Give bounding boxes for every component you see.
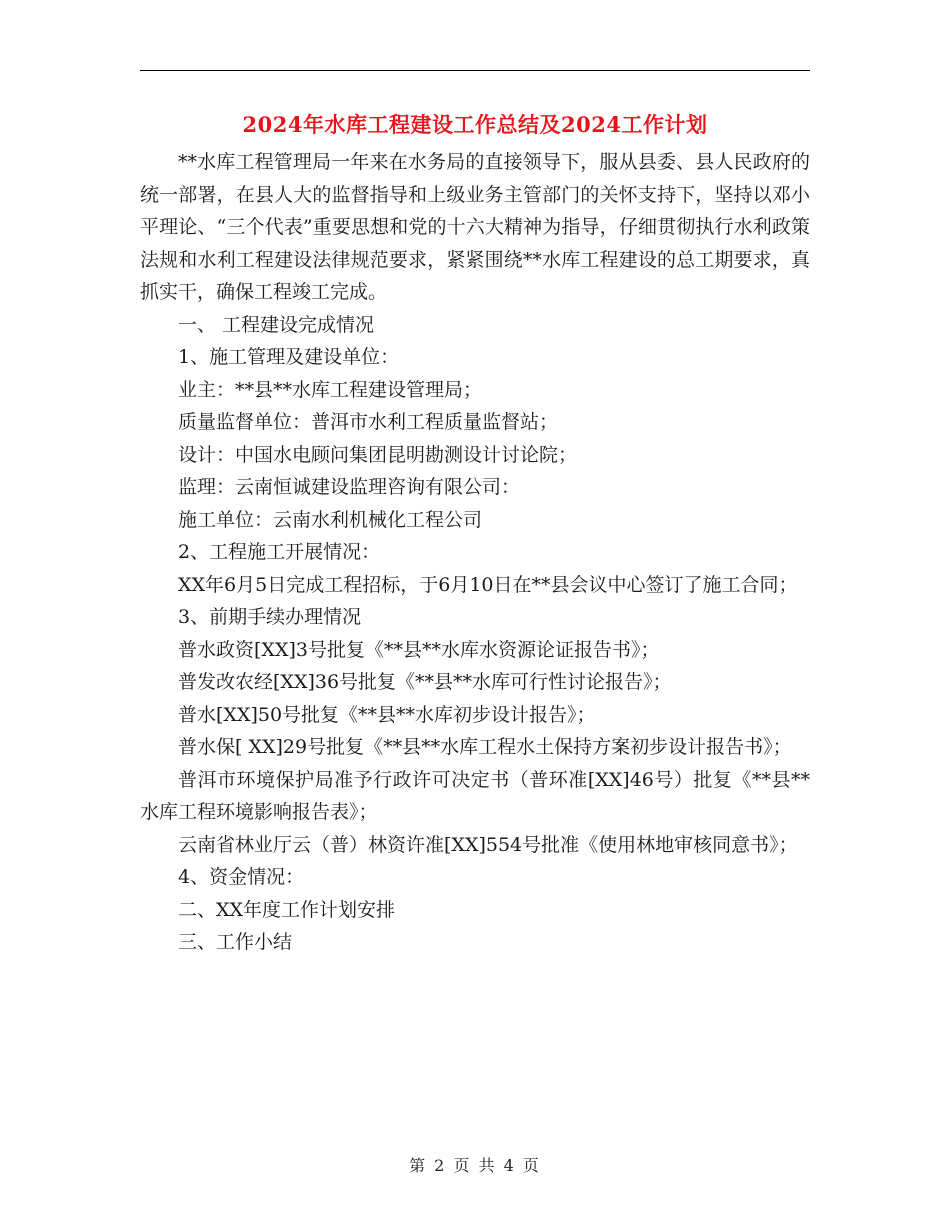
paragraph: 设计：中国水电顾问集团昆明勘测设计讨论院； [178,443,578,466]
paragraph: 二、XX年度工作计划安排 [178,898,396,921]
paragraph: 一、 工程建设完成情况 [178,313,375,336]
paragraph: 普洱市环境保护局准予行政许可决定书（普环准[XX]46号）批复《**县**水库工程环境影响报告表》； [140,768,810,823]
paragraph: 1、施工管理及建设单位： [178,346,400,368]
document-title: 2024年水库工程建设工作总结及2024工作计划 [242,112,708,137]
paragraph: 3、前期手续办理情况 [178,606,362,628]
paragraph: 普水保[ XX]29号批复《**县**水库工程水土保持方案初步设计报告书》； [178,736,792,758]
paragraph: 业主：**县**水库工程建设管理局； [178,378,483,401]
paragraph: 施工单位：云南水利机械化工程公司 [178,508,483,531]
paragraph: 2、工程施工开展情况： [178,541,381,563]
paragraph: 云南省林业厅云（普）林资许准[XX]554号批准《使用林地审核同意书》； [178,833,798,856]
paragraph: 普水政资[XX]3号批复《**县**水库水资源论证报告书》； [178,638,660,661]
paragraph: 质量监督单位：普洱市水利工程质量监督站； [178,411,559,433]
paragraph: XX年6月5日完成工程招标，于6月10日在**县会议中心签订了施工合同； [178,573,798,596]
header-rule [140,70,810,71]
paragraph: **水库工程管理局一年来在水务局的直接领导下，服从县委、县人民政府的统一部署，在县人大的监督指导和上级业务主管部门的关怀支持下，坚持以邓小平理论、“三个代表”重要思想和党的十六大精神为指导，仔细贯彻执行水利政策法规和水利工程建设法律规范要求，紧紧围绕**水库工程建设的总工期要求，真抓实干，确保工程竣工完成。 [140,151,810,303]
paragraph: 监理：云南恒诚建设监理咨询有限公司： [178,476,521,498]
paragraph: 4、资金情况： [178,866,305,888]
paragraph: 普水[XX]50号批复《**县**水库初步设计报告》； [178,703,596,726]
document-body [140,146,810,959]
page-footer: 第 2 页 共 4 页 [409,1156,541,1175]
paragraph: 普发改农经[XX]36号批复《**县**水库可行性讨论报告》； [178,671,672,693]
paragraph: 三、工作小结 [178,931,293,953]
